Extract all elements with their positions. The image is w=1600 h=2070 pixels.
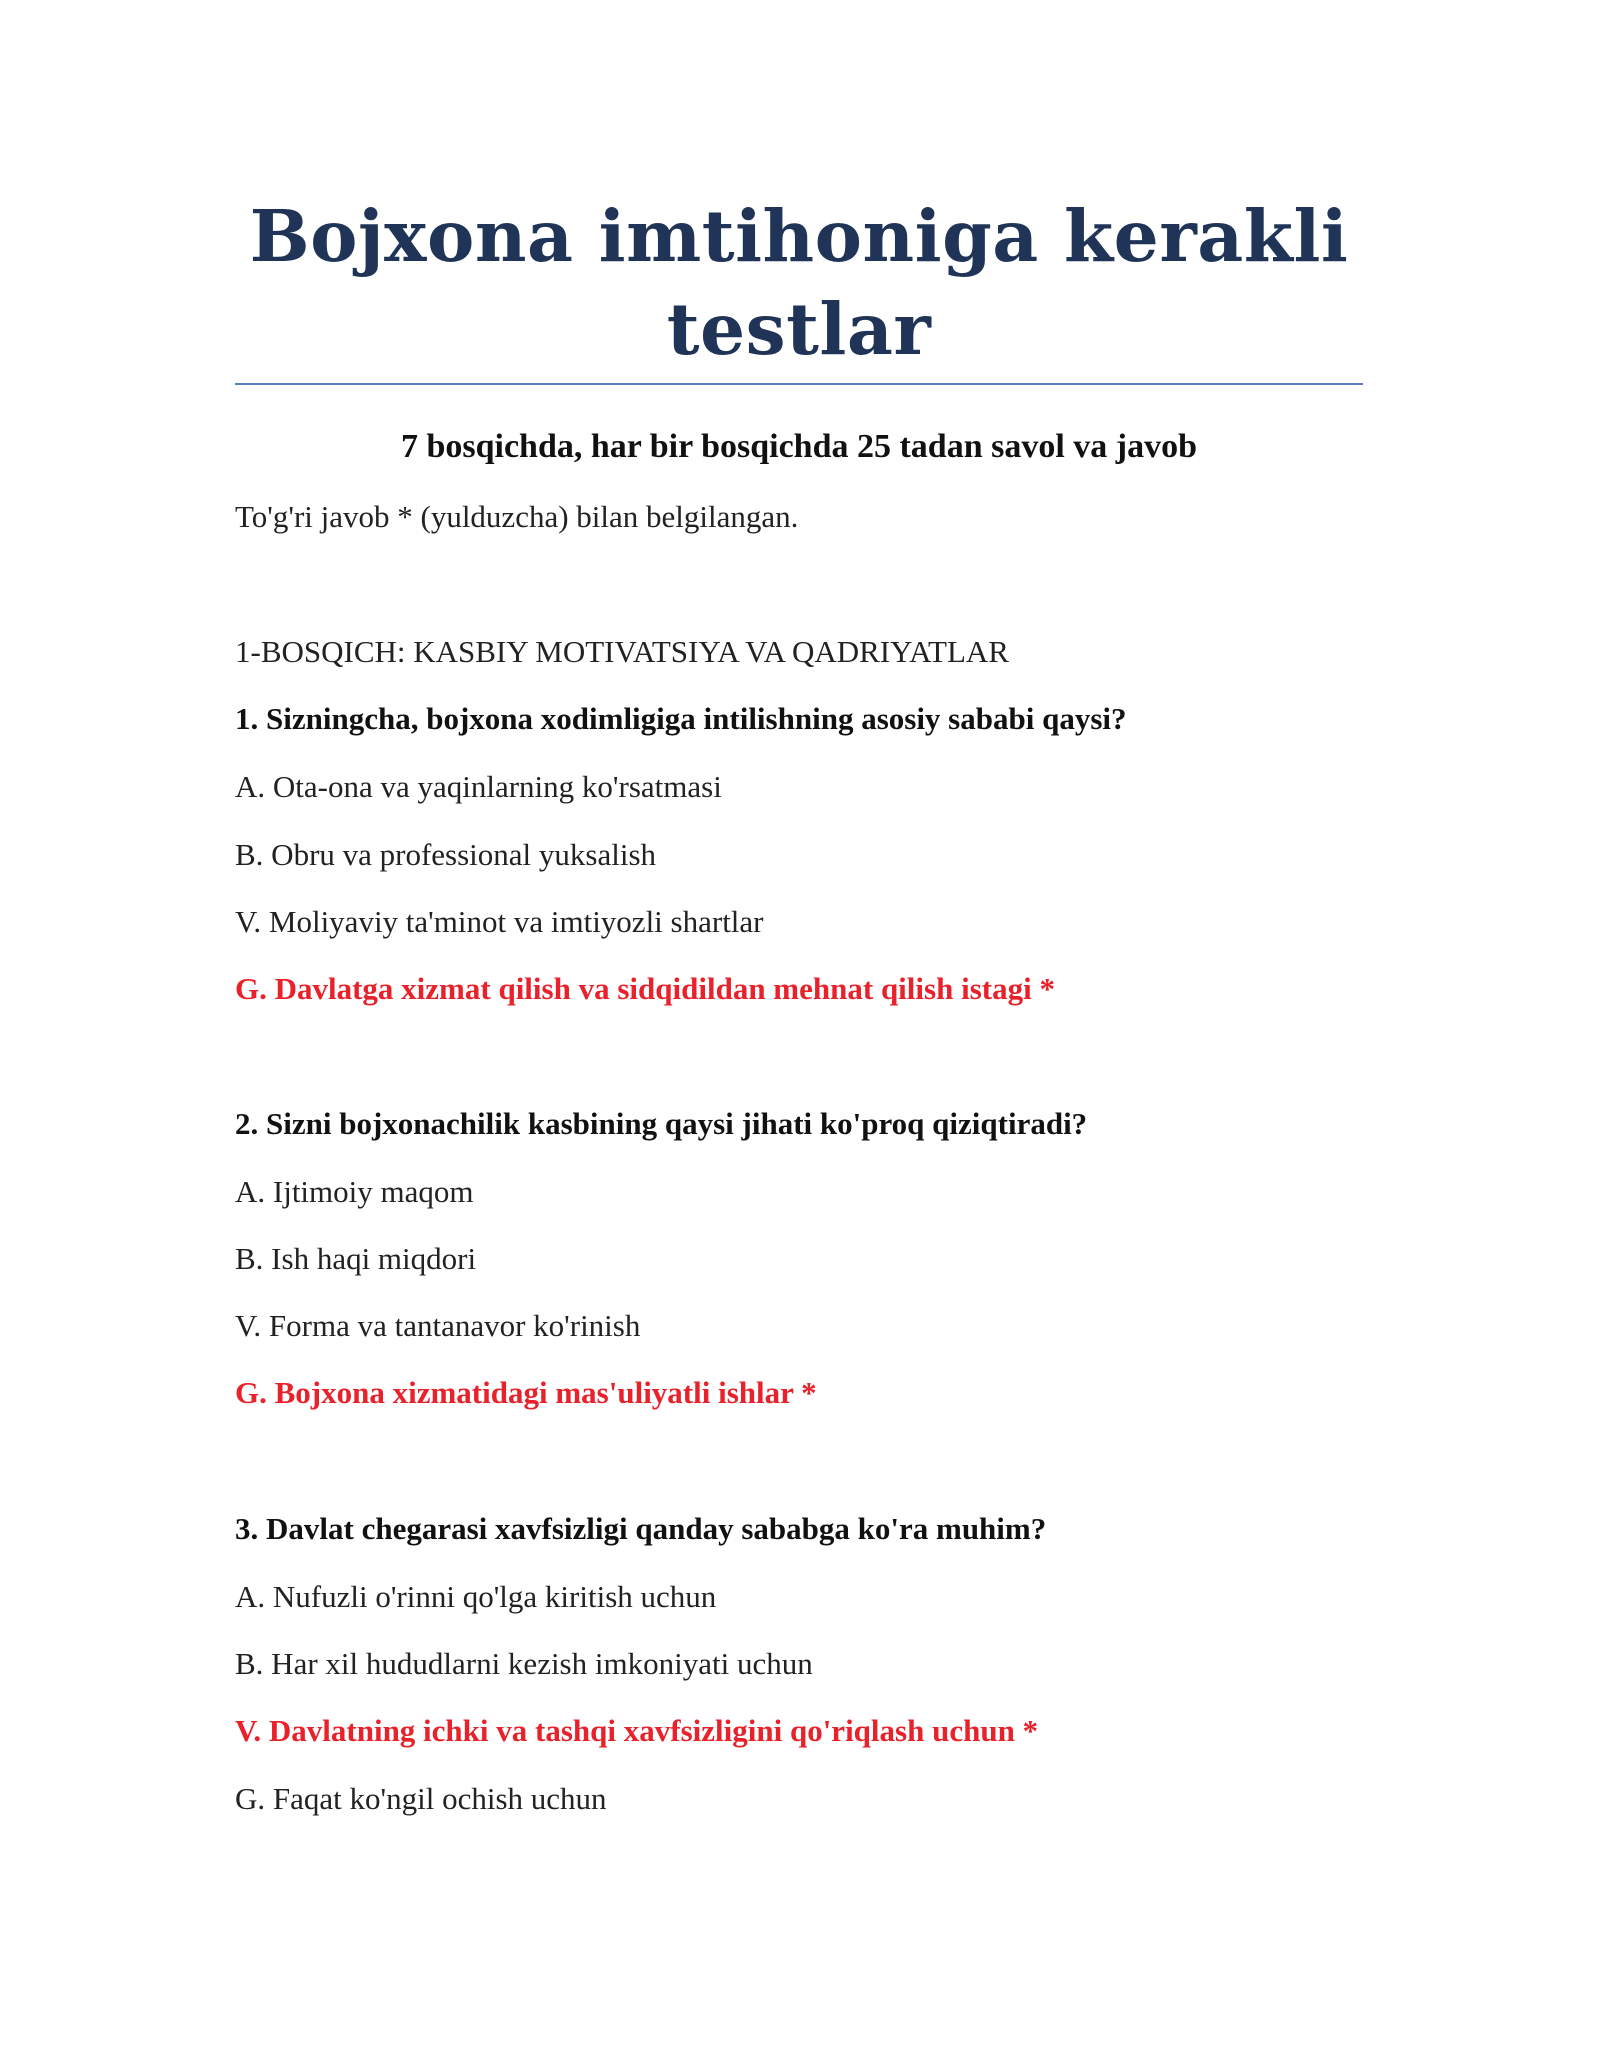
q3-option-g: G. Faqat ko'ngil ochish uchun [235, 1781, 607, 1816]
q1-option-g-correct: G. Davlatga xizmat qilish va sidqidildan mehnat qilish istagi * [235, 971, 1055, 1006]
q2-option-a: A. Ijtimoiy maqom [235, 1174, 474, 1209]
question-2: 2. Sizni bojxonachilik kasbining qaysi jihati ko'proq qiziqtiradi? [235, 1106, 1088, 1141]
q1-option-a: A. Ota-ona va yaqinlarning ko'rsatmasi [235, 769, 722, 804]
document-subtitle: 7 bosqichda, har bir bosqichda 25 tadan savol va javob [400, 428, 1198, 465]
q3-option-v-correct: V. Davlatning ichki va tashqi xavfsizligini qo'riqlash uchun * [235, 1713, 1039, 1748]
question-1: 1. Sizningcha, bojxona xodimligiga intilishning asosiy sababi qaysi? [235, 701, 1127, 736]
q1-option-b: B. Obru va professional yuksalish [235, 837, 657, 872]
q3-option-a: A. Nufuzli o'rinni qo'lga kiritish uchun [235, 1579, 717, 1614]
q1-option-v: V. Moliyaviy ta'minot va imtiyozli shartlar [235, 904, 764, 939]
stage-heading: 1-BOSQICH: KASBIY MOTIVATSIYA VA QADRIYATLAR [235, 634, 1009, 669]
title-divider [235, 383, 1363, 385]
question-3: 3. Davlat chegarasi xavfsizligi qanday sababga ko'ra muhim? [235, 1511, 1047, 1546]
document-title: Bojxona imtihoniga kerakli testlar [249, 194, 1349, 371]
answer-key-note: To'g'ri javob * (yulduzcha) bilan belgilangan. [235, 499, 799, 534]
q2-option-v: V. Forma va tantanavor ko'rinish [235, 1308, 641, 1343]
q2-option-g-correct: G. Bojxona xizmatidagi mas'uliyatli ishlar * [235, 1375, 817, 1410]
q3-option-b: B. Har xil hududlarni kezish imkoniyati uchun [235, 1646, 813, 1681]
q2-option-b: B. Ish haqi miqdori [235, 1241, 477, 1276]
